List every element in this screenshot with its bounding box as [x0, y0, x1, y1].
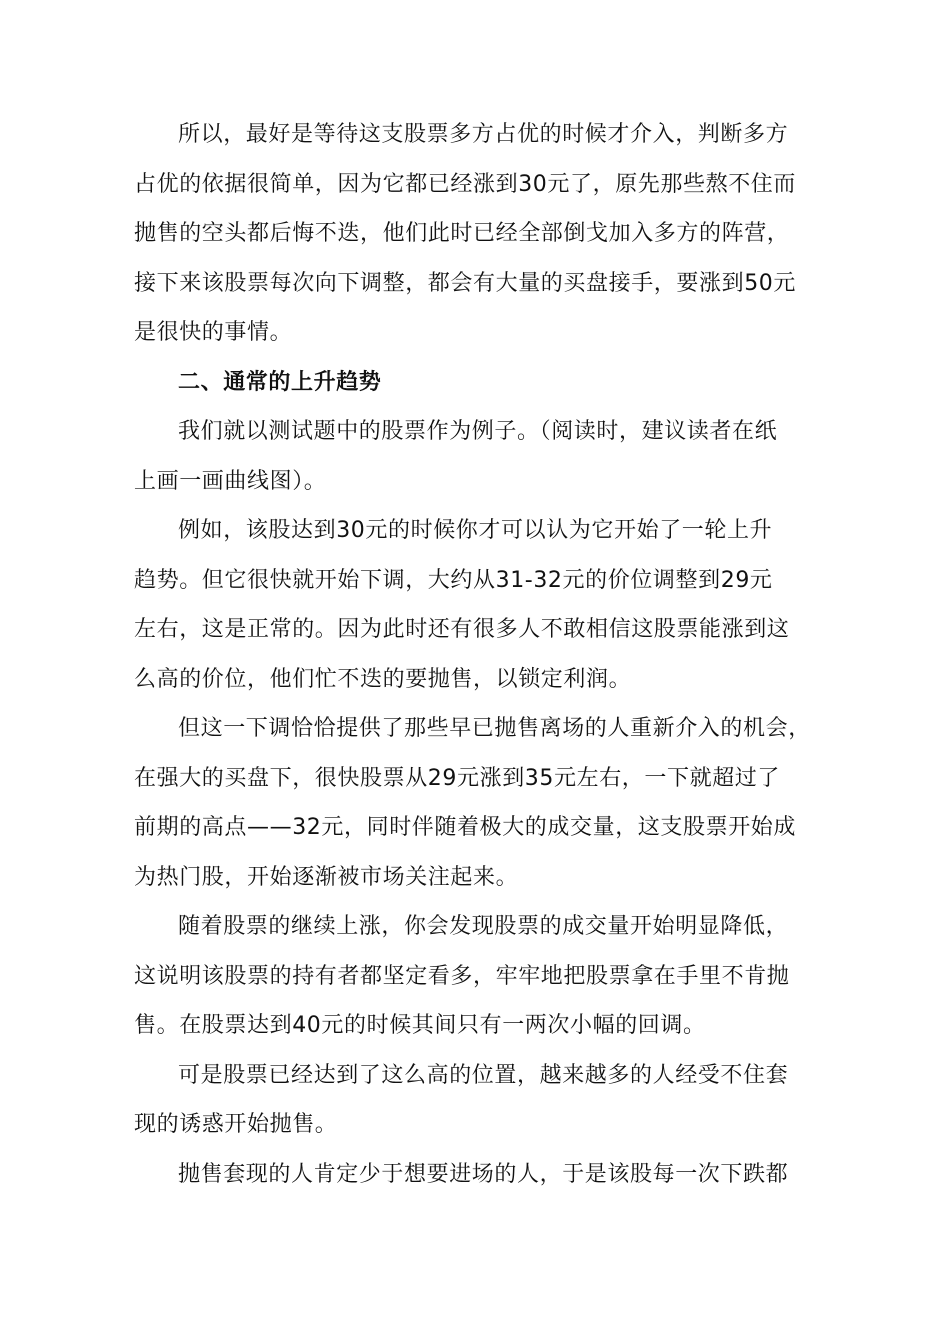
text-line: 可是股票已经达到了这么高的位置，越来越多的人经受不住套 — [178, 1062, 789, 1088]
text-line: 在强大的买盘下，很快股票从29元涨到35元左右，一下就超过了 — [134, 765, 780, 791]
text-line: 售。在股票达到40元的时候其间只有一两次小幅的回调。 — [134, 1013, 706, 1038]
text-line: 占优的依据很简单，因为它都已经涨到30元了，原先那些熬不住而 — [134, 171, 796, 197]
text-line: 前期的高点——32元，同时伴随着极大的成交量，这支股票开始成 — [134, 815, 796, 840]
text-line: 趋势。但它很快就开始下调，大约从31-32元的价位调整到29元 — [134, 567, 773, 593]
text-line: 所以，最好是等待这支股票多方占优的时候才介入，判断多方 — [178, 122, 789, 147]
paragraph-example-intro — [134, 407, 834, 506]
paragraph-wait-for-bulls — [134, 110, 834, 358]
paragraph-pullback-reentry — [134, 704, 834, 902]
text-line: 现的诱惑开始抛售。 — [134, 1112, 338, 1137]
text-line: 这说明该股票的持有者都坚定看多，牢牢地把股票拿在手里不肯抛 — [134, 963, 790, 989]
document-body — [134, 110, 834, 1199]
text-line: 例如，该股达到30元的时候你才可以认为它开始了一轮上升 — [178, 518, 773, 543]
text-line: 左右，这是正常的。因为此时还有很多人不敢相信这股票能涨到这 — [134, 617, 790, 642]
paragraph-sellers-fewer — [134, 1150, 834, 1200]
text-line: 随着股票的继续上涨，你会发现股票的成交量开始明显降低， — [178, 914, 789, 939]
paragraph-uptrend-start — [134, 506, 834, 704]
paragraph-volume-decline — [134, 902, 834, 1051]
section-heading-text: 二、通常的上升趋势 — [178, 369, 382, 395]
section-heading — [134, 358, 834, 408]
paragraph-cash-out-temptation — [134, 1051, 834, 1150]
text-line: 但这一下调恰恰提供了那些早已抛售离场的人重新介入的机会， — [178, 716, 811, 741]
text-line: 抛售套现的人肯定少于想要进场的人，于是该股每一次下跌都 — [178, 1161, 789, 1187]
text-line: 上画一画曲线图）。 — [134, 468, 327, 494]
text-line: 是很快的事情。 — [134, 320, 293, 345]
text-line: 为热门股，开始逐渐被市场关注起来。 — [134, 864, 519, 890]
text-line: 接下来该股票每次向下调整，都会有大量的买盘接手，要涨到50元 — [134, 270, 796, 296]
text-line: 么高的价位，他们忙不迭的要抛售，以锁定利润。 — [134, 666, 632, 692]
text-line: 抛售的空头都后悔不迭，他们此时已经全部倒戈加入多方的阵营， — [134, 221, 790, 246]
text-line: 我们就以测试题中的股票作为例子。（阅读时，建议读者在纸 — [178, 419, 778, 444]
